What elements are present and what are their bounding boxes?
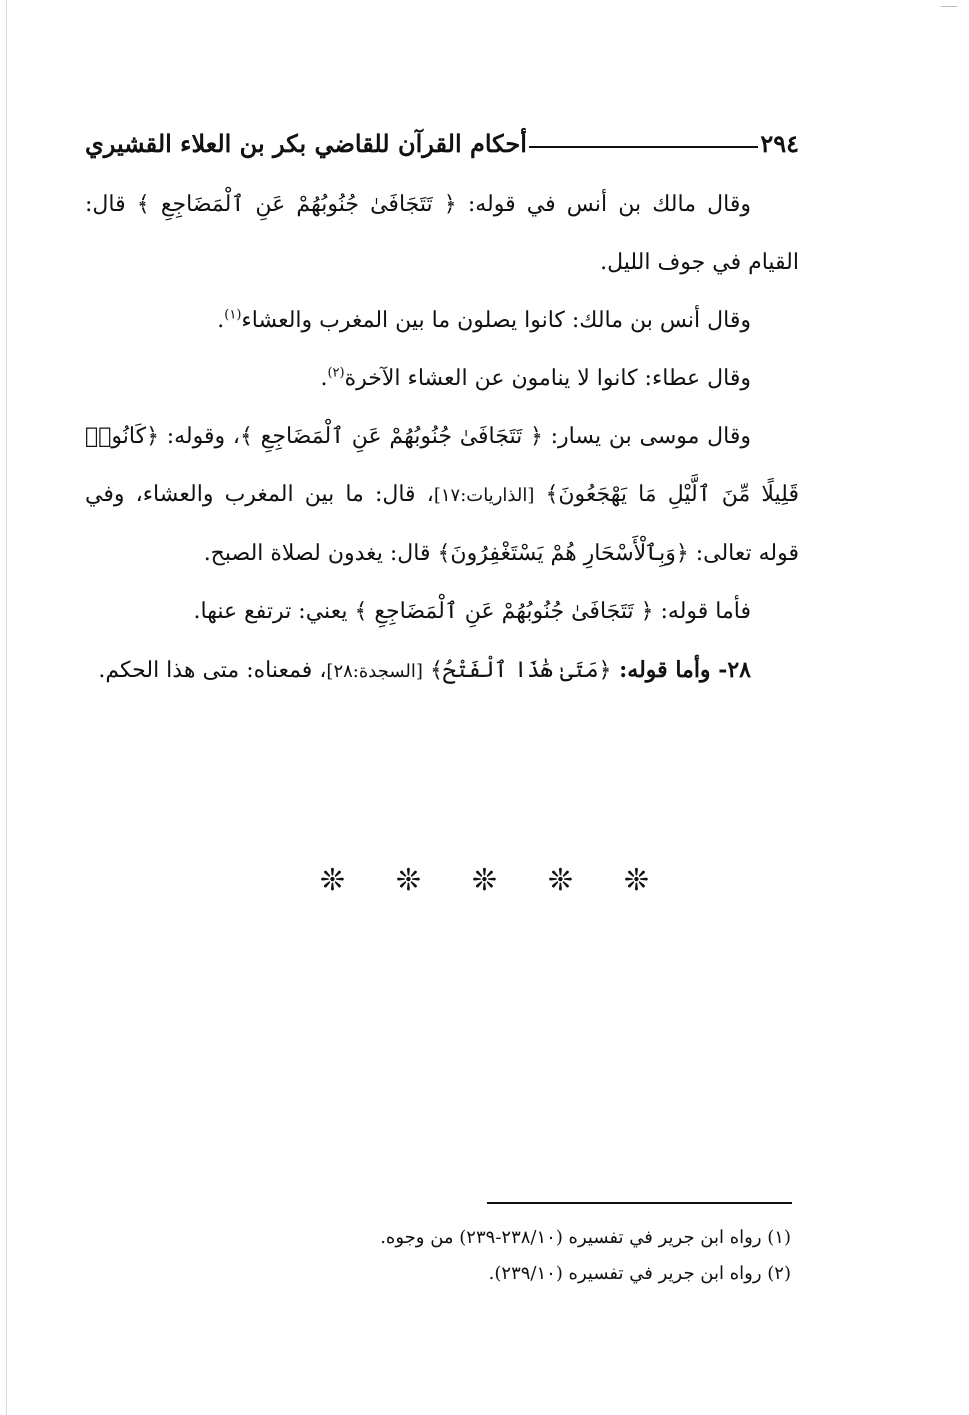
footnote-ref-1[interactable]: (١) (224, 307, 242, 323)
text-segment: وقال مالك بن أنس في قوله: (456, 192, 751, 217)
paragraph-anas (85, 292, 799, 350)
page-header (85, 112, 799, 156)
text-segment: ، وقوله: (158, 424, 240, 449)
text-segment (423, 658, 430, 683)
paragraph-explanation (85, 583, 799, 641)
ornament-star-icon: ❊ (395, 863, 422, 898)
section-separator (0, 863, 969, 898)
paragraph-ata (85, 350, 799, 408)
text-segment: ، قال: ما بين المغرب والعشاء، وفي قوله تعالى: (85, 482, 799, 566)
text-segment: . (217, 308, 225, 333)
text-segment: فأما قوله: (653, 599, 751, 624)
text-segment: وقال أنس بن مالك: كانوا يصلون ما بين المغرب والعشاء (241, 308, 751, 333)
quran-verse: ﴿كَانُوا۟ قَلِيلًا مِّنَ ٱلَّيْلِ مَا يَهْجَعُونَ﴾ (85, 424, 799, 507)
footnote-divider (487, 1202, 792, 1204)
quran-verse: ﴿ تَتَجَافَىٰ جُنُوبُهُمْ عَنِ ٱلْمَضَاجِعِ ﴾ (136, 192, 457, 217)
footnote-ref-2[interactable]: (٢) (327, 365, 345, 381)
text-segment: ، فمعناه: متى هذا الحكم. (98, 658, 327, 683)
scan-corner-mark (941, 6, 957, 7)
quran-verse: ﴿ تَتَجَافَىٰ جُنُوبُهُمْ عَنِ ٱلْمَضَاجِعِ ﴾ (240, 424, 543, 449)
quran-verse: ﴿وَبِٱلْأَسْحَارِ هُمْ يَسْتَغْفِرُونَ﴾ (437, 541, 689, 566)
main-text (85, 176, 799, 701)
ornament-star-icon: ❊ (623, 863, 650, 898)
quran-verse: ﴿مَتَىٰ هَٰذَا ٱلْفَتْحُ﴾ (429, 658, 612, 683)
paragraph-malik (85, 176, 799, 292)
section-number: ٢٨- وأما قوله: (611, 657, 751, 683)
text-segment: وقال موسى بن يسار: (542, 424, 751, 449)
ornament-star-icon: ❊ (547, 863, 574, 898)
scan-edge-line (6, 0, 7, 1415)
page-number: ٢٩٤ (760, 129, 799, 158)
running-title: أحكام القرآن للقاضي بكر بن العلاء القشيري (85, 129, 527, 158)
text-segment (534, 482, 545, 507)
footnote-1: (١) رواه ابن جرير في تفسيره (٢٣٨/١٠-٢٣٩) من وجوه. (380, 1227, 791, 1248)
text-segment: يعني: ترتفع عنها. (193, 599, 355, 624)
ornament-star-icon: ❊ (471, 863, 498, 898)
quran-verse: ﴿ تَتَجَافَىٰ جُنُوبُهُمْ عَنِ ٱلْمَضَاجِعِ ﴾ (354, 599, 654, 624)
header-rule (529, 146, 758, 148)
ornament-star-icon: ❊ (319, 863, 346, 898)
paragraph-musa (85, 408, 799, 583)
verse-citation: [السجدة:٢٨] (326, 661, 423, 682)
text-segment: . (320, 366, 328, 391)
footnote-2: (٢) رواه ابن جرير في تفسيره (٢٣٩/١٠). (488, 1263, 791, 1284)
verse-citation: [الذاريات:١٧] (433, 485, 535, 506)
text-segment: قال: القيام في جوف الليل. (85, 192, 799, 275)
footnotes (85, 1220, 791, 1292)
text-segment: وقال عطاء: كانوا لا ينامون عن العشاء الآخرة (344, 366, 751, 391)
text-segment: قال: يغدون لصلاة الصبح. (203, 541, 438, 566)
paragraph-28 (85, 641, 799, 701)
